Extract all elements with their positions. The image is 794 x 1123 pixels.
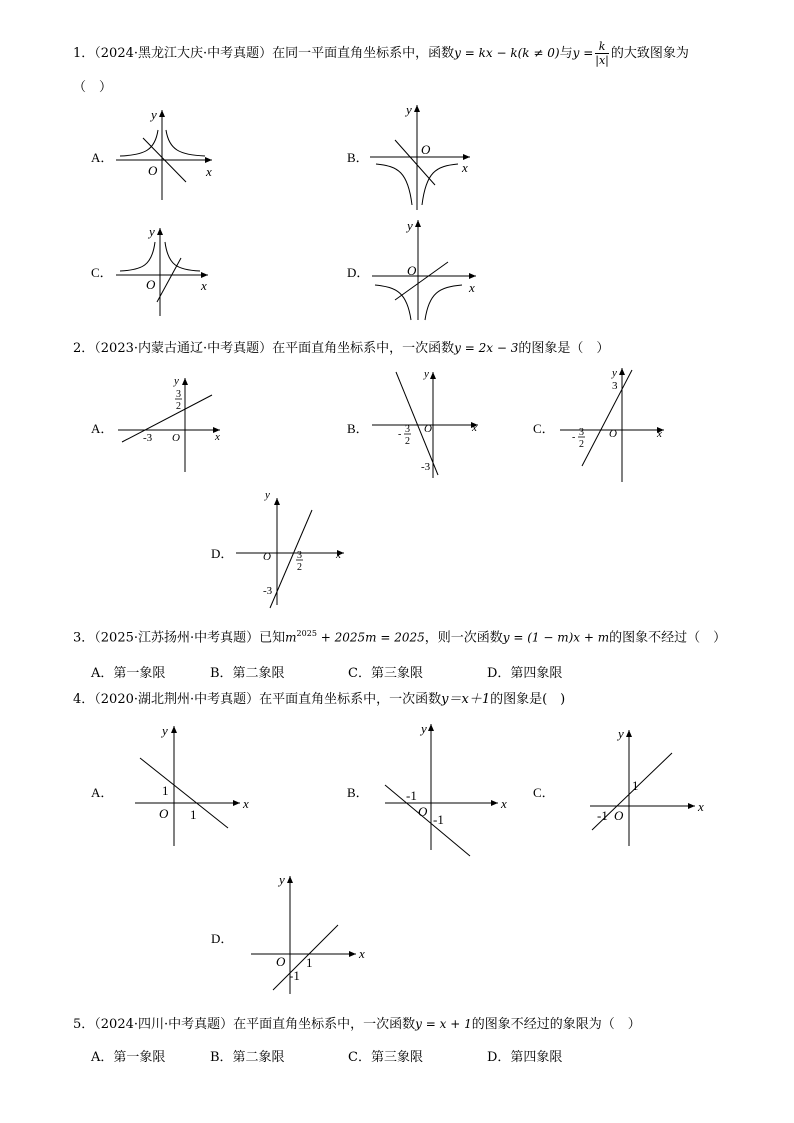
q1a-origin: O [148, 163, 158, 178]
q2-text: 在平面直角坐标系中，一次函数 [272, 341, 455, 356]
q1-source: （2024·黑龙江大庆·中考真题） [94, 46, 273, 61]
q2c-origin: O [609, 428, 617, 440]
q3-m-base: m [285, 630, 297, 645]
q4c-y-intercept: 1 [632, 778, 639, 793]
q5-option-b[interactable]: B．第二象限 [210, 1050, 285, 1065]
q4c-origin: O [614, 808, 624, 823]
q2d-y-intercept: -3 [263, 585, 273, 597]
q3-text-mid: ，则一次函数 [424, 630, 503, 646]
q3-function: y = (1 − m)x + m [502, 630, 610, 645]
q4-option-d-label[interactable]: D． [211, 931, 234, 946]
q2a-origin: O [172, 432, 180, 444]
q1-fraction-num: k [595, 40, 609, 54]
q1a-y-label: y [151, 107, 157, 122]
q3-m-exponent: 2025 [296, 629, 317, 638]
q4b-x-intercept: -1 [406, 788, 417, 803]
q4a-y-intercept: 1 [162, 783, 169, 798]
q2b-y-label: y [424, 368, 429, 380]
q4-source: （2020·湖北荆州·中考真题） [94, 692, 260, 707]
q1-function-1: y = kx − k(k ≠ 0) [454, 46, 560, 60]
q2a-y-label: y [174, 375, 179, 387]
q5-stem [73, 1014, 641, 1035]
q4d-y-label: y [279, 872, 285, 887]
q2-text-end: 的图象是（ ） [518, 341, 610, 356]
q4d-origin: O [276, 954, 286, 969]
q2c-frac-den: 2 [579, 439, 584, 450]
q5-number: 5． [73, 1017, 95, 1032]
q1-answer-blank[interactable]: （ ） [73, 80, 113, 95]
q4-function: y＝x＋1 [441, 692, 491, 707]
q2b-x-label: x [472, 422, 477, 434]
q2-option-d-label[interactable]: D． [211, 546, 234, 561]
q4d-x-label: x [359, 946, 365, 961]
q2-option-c-label[interactable]: C． [533, 421, 555, 436]
q4a-x-intercept: 1 [190, 807, 197, 822]
q5-option-c[interactable]: C．第三象限 [348, 1050, 423, 1065]
q4c-x-intercept: -1 [597, 808, 608, 823]
q2-source: （2023·内蒙古通辽·中考真题） [94, 341, 273, 356]
q5-option-a[interactable]: A．第一象限 [91, 1050, 166, 1065]
q2d-origin: O [263, 551, 271, 563]
q3-text-end: 的图象不经过（ ） [609, 630, 727, 646]
q4a-origin: O [159, 806, 169, 821]
q1-fraction-den: |x| [595, 54, 609, 67]
q2-function: y = 2x − 3 [454, 341, 519, 355]
q5-option-d[interactable]: D．第四象限 [487, 1050, 563, 1065]
q2c-x-label: x [657, 428, 662, 440]
q4b-origin: O [418, 804, 428, 819]
q4a-y-label: y [162, 723, 168, 738]
q4-number: 4． [73, 692, 95, 707]
q2-option-a-label[interactable]: A． [91, 421, 114, 436]
q4b-line [385, 785, 470, 856]
q4-text: 在平面直角坐标系中，一次函数 [259, 692, 442, 707]
q4a-x-label: x [243, 796, 249, 811]
q2-number: 2． [73, 341, 95, 356]
q1-text-end: 的大致图象为 [610, 46, 689, 61]
q2b-frac-den: 2 [405, 436, 410, 447]
q1c-x-label: x [201, 278, 207, 293]
q1-text-and: 与 [559, 46, 573, 61]
q1d-x-label: x [469, 280, 475, 295]
q2b-frac-sign: - [398, 429, 402, 440]
q3-option-d[interactable]: D．第四象限 [487, 666, 563, 681]
q5-source: （2024·四川·中考真题） [94, 1017, 234, 1032]
q4d-x-intercept: 1 [306, 955, 313, 970]
q4b-x-label: x [501, 796, 507, 811]
q2d-frac-den: 2 [297, 562, 302, 573]
q1b-origin: O [421, 142, 431, 157]
q2b-origin: O [424, 423, 432, 435]
q4c-y-label: y [618, 726, 624, 741]
q2a-frac-num: 3 [176, 389, 181, 400]
q2b-frac-num: 3 [405, 424, 410, 435]
q2c-frac-sign: - [572, 432, 576, 443]
q2b-y-intercept: -3 [421, 461, 431, 473]
q1c-origin: O [146, 277, 156, 292]
q3-source: （2025·江苏扬州·中考真题） [94, 630, 260, 646]
q2a-frac-den: 2 [176, 401, 181, 412]
q2a-x-label: x [215, 431, 220, 443]
q5-text: 在平面直角坐标系中，一次函数 [233, 1017, 416, 1032]
q4b-y-label: y [421, 721, 427, 736]
q3-number: 3． [73, 630, 95, 646]
q5-function: y = x + 1 [415, 1017, 472, 1031]
q2-option-b-label[interactable]: B． [347, 421, 369, 436]
q2c-y-intercept: 3 [612, 380, 618, 392]
q2a-x-intercept: -3 [143, 432, 153, 444]
q4b-y-intercept: -1 [433, 812, 444, 827]
q1a-x-label: x [206, 164, 212, 179]
q1-text: 在同一平面直角坐标系中，函数 [272, 46, 455, 61]
q5-text-end: 的图象不经过的象限为（ ） [471, 1017, 641, 1032]
q2c-y-label: y [612, 367, 617, 379]
q1d-origin: O [407, 263, 417, 278]
q4a-line [140, 758, 228, 828]
q3-text: 已知 [259, 630, 286, 646]
q4-option-c-label[interactable]: C． [533, 785, 555, 800]
q3-option-c[interactable]: C．第三象限 [348, 666, 423, 681]
q3-option-a[interactable]: A．第一象限 [91, 666, 166, 681]
q4-option-b-label[interactable]: B． [347, 785, 369, 800]
q1-number: 1． [73, 46, 95, 61]
q1b-x-label: x [462, 160, 468, 175]
q4c-x-label: x [698, 799, 704, 814]
q4-option-a-label[interactable]: A． [91, 785, 114, 800]
q2c-frac-num: 3 [579, 427, 584, 438]
q1-option-a-label[interactable]: A． [91, 150, 114, 165]
q1c-y-label: y [149, 224, 155, 239]
q2d-frac-num: 3 [297, 550, 302, 561]
q3-equation: + 2025m = 2025 [316, 630, 425, 645]
q1-option-c-label[interactable]: C． [91, 265, 113, 280]
q2d-x-label: x [336, 549, 341, 561]
q2d-y-label: y [265, 489, 270, 501]
q4-text-end: 的图象是( ) [490, 692, 566, 707]
q4d-y-intercept: -1 [289, 968, 300, 983]
q1b-y-label: y [406, 102, 412, 117]
q1-option-b-label[interactable]: B． [347, 150, 369, 165]
q1-function-2-lhs: y = [572, 46, 594, 60]
q3-option-b[interactable]: B．第二象限 [210, 666, 285, 681]
q1d-y-label: y [407, 218, 413, 233]
q1-option-d-label[interactable]: D． [347, 265, 370, 280]
